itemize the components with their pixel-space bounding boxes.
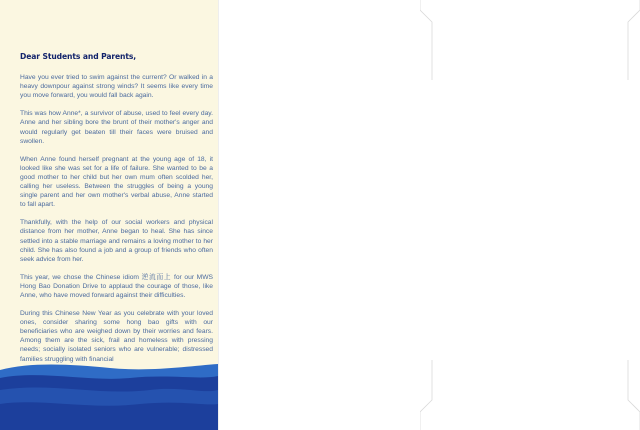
wave-decoration: [0, 360, 218, 430]
wave-front: [0, 402, 218, 430]
letter-panel: [0, 0, 218, 430]
letter-paragraph: This was how Anne*, a survivor of abuse, used to feel every day. Anne and her sibling bore the brunt of their mother's anger and would regularly get beaten till their faces were bruised and swollen.: [20, 110, 213, 145]
letter-paragraph: Have you ever tried to swim against the current? Or walked in a heavy downpour against strong winds? It seems like every time you move forward, you would fall back again.: [20, 74, 213, 100]
letter-paragraph: This year, we chose the Chinese idiom 逆流而上 for our MWS Hong Bao Donation Drive to applaud the courage of those, like Anne, who have moved forward against their difficulties.: [20, 273, 213, 299]
letter-salutation: Dear Students and Parents,: [20, 52, 137, 61]
letter-paragraph: Thankfully, with the help of our social workers and physical distance from her mother, Anne began to heal. She has since settled into a stable marriage and remains a loving mother to her child. She has also found a job and a group of friends who often seek advice from her.: [20, 219, 213, 263]
letter-paragraph: During this Chinese New Year as you celebrate with your loved ones, consider sharing some hong bao gifts with our beneficiaries who are weighed down by their worries and fears. Among them are the sick, frail and homeless with pressing needs; socially isolated seniors who are vulnerable; distressed families struggling with financial: [20, 310, 213, 363]
die-cut-bottom-right: [628, 360, 640, 430]
letter-body: [20, 52, 213, 373]
letter-paragraph: When Anne found herself pregnant at the young age of 18, it looked like she was set for a life of failure. She wanted to be a good mother to her child but her own mum often scolded her, calling her useless. Between the struggles of being a young single parent and her own mother's verbal abuse, Anne started to fall apart.: [20, 155, 213, 209]
die-cut-top-right: [628, 0, 640, 80]
die-cut-outline: [420, 0, 640, 430]
die-cut-bottom-left: [420, 360, 432, 430]
fold-line: [218, 0, 219, 430]
die-cut-top-left: [420, 0, 432, 80]
